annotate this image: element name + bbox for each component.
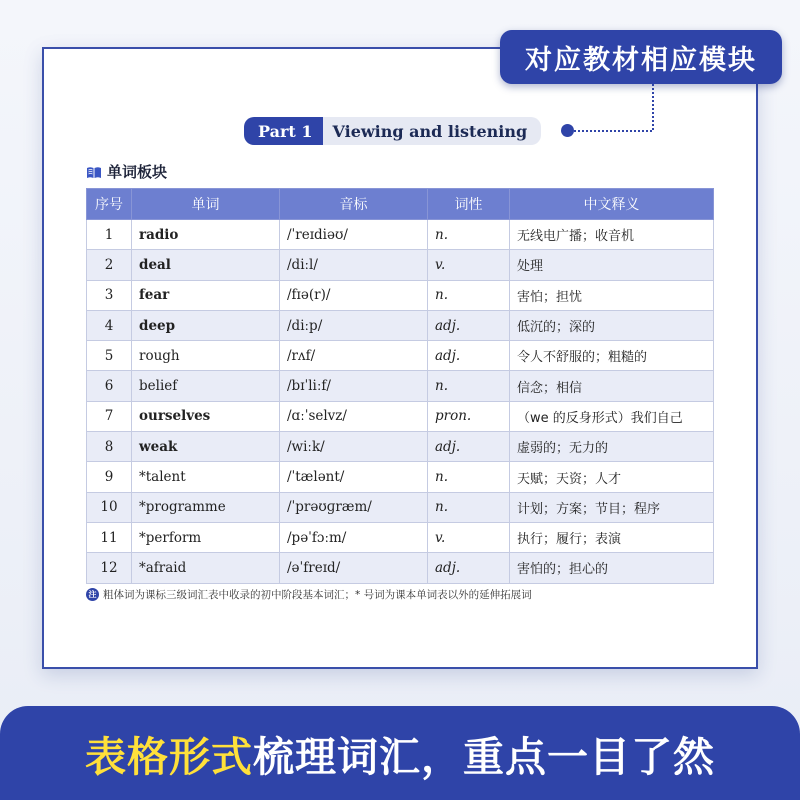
- table-row: [87, 553, 714, 583]
- header-index: 序号: [87, 189, 132, 220]
- table-row: [87, 341, 714, 371]
- row-index: 5: [87, 341, 132, 371]
- row-phonetic: /əˈfreɪd/: [280, 553, 428, 583]
- row-word: *perform: [132, 522, 280, 552]
- row-phonetic: /bɪˈliːf/: [280, 371, 428, 401]
- row-pos: adj.: [428, 432, 510, 462]
- table-row: [87, 432, 714, 462]
- row-index: 10: [87, 492, 132, 522]
- table-header-row: [87, 189, 714, 220]
- row-phonetic: /fɪə(r)/: [280, 280, 428, 310]
- row-pos: pron.: [428, 401, 510, 431]
- table-row: [87, 250, 714, 280]
- table-row: [87, 280, 714, 310]
- row-pos: n.: [428, 220, 510, 250]
- callout-connector-vertical: [652, 84, 654, 130]
- row-index: 9: [87, 462, 132, 492]
- section-heading-label: 单词板块: [107, 163, 168, 181]
- row-pos: adj.: [428, 310, 510, 340]
- header-phonetic: 音标: [280, 189, 428, 220]
- row-index: 12: [87, 553, 132, 583]
- vocabulary-table: [86, 188, 714, 584]
- row-word: *programme: [132, 492, 280, 522]
- row-index: 3: [87, 280, 132, 310]
- table-row: [87, 310, 714, 340]
- row-pos: adj.: [428, 341, 510, 371]
- row-index: 11: [87, 522, 132, 552]
- header-word: 单词: [132, 189, 280, 220]
- row-index: 8: [87, 432, 132, 462]
- row-word: *talent: [132, 462, 280, 492]
- row-index: 2: [87, 250, 132, 280]
- row-phonetic: /ˈreɪdiəʊ/: [280, 220, 428, 250]
- row-phonetic: /ɑːˈselvz/: [280, 401, 428, 431]
- row-meaning: 害怕；担忧: [510, 280, 714, 310]
- table-row: [87, 522, 714, 552]
- row-word: fear: [132, 280, 280, 310]
- row-word: ourselves: [132, 401, 280, 431]
- row-meaning: 处理: [510, 250, 714, 280]
- table-row: [87, 220, 714, 250]
- note-icon: 注: [86, 588, 99, 601]
- row-phonetic: /diːp/: [280, 310, 428, 340]
- row-word: deal: [132, 250, 280, 280]
- row-index: 4: [87, 310, 132, 340]
- row-meaning: （we 的反身形式）我们自己: [510, 401, 714, 431]
- row-phonetic: /pəˈfɔːm/: [280, 522, 428, 552]
- footnote: [86, 587, 532, 602]
- row-meaning: 信念；相信: [510, 371, 714, 401]
- row-pos: n.: [428, 371, 510, 401]
- part-number: Part 1: [244, 117, 323, 145]
- callout-label: 对应教材相应模块: [500, 30, 782, 84]
- row-phonetic: /ˈprəʊɡræm/: [280, 492, 428, 522]
- row-phonetic: /diːl/: [280, 250, 428, 280]
- row-word: belief: [132, 371, 280, 401]
- row-meaning: 令人不舒服的；粗糙的: [510, 341, 714, 371]
- row-word: deep: [132, 310, 280, 340]
- row-pos: v.: [428, 522, 510, 552]
- table-row: [87, 462, 714, 492]
- row-word: radio: [132, 220, 280, 250]
- row-word: weak: [132, 432, 280, 462]
- row-word: *afraid: [132, 553, 280, 583]
- row-meaning: 天赋；天资；人才: [510, 462, 714, 492]
- row-pos: n.: [428, 280, 510, 310]
- row-meaning: 计划；方案；节目；程序: [510, 492, 714, 522]
- row-meaning: 害怕的；担心的: [510, 553, 714, 583]
- header-meaning: 中文释义: [510, 189, 714, 220]
- footnote-text: 粗体词为课标三级词汇表中收录的初中阶段基本词汇；* 号词为课本单词表以外的延伸拓展词: [103, 589, 532, 601]
- row-pos: n.: [428, 462, 510, 492]
- table-row: [87, 371, 714, 401]
- row-pos: adj.: [428, 553, 510, 583]
- row-index: 7: [87, 401, 132, 431]
- callout-connector-horizontal: [574, 130, 652, 132]
- callout-connector-dot: [561, 124, 574, 137]
- row-meaning: 虚弱的；无力的: [510, 432, 714, 462]
- row-word: rough: [132, 341, 280, 371]
- row-index: 6: [87, 371, 132, 401]
- part-header: [244, 117, 541, 145]
- row-meaning: 执行；履行；表演: [510, 522, 714, 552]
- row-pos: v.: [428, 250, 510, 280]
- banner-text: 梳理词汇，重点一目了然: [253, 732, 715, 781]
- part-title: Viewing and listening: [323, 117, 542, 145]
- header-pos: 词性: [428, 189, 510, 220]
- section-heading: [86, 161, 167, 182]
- row-phonetic: /wiːk/: [280, 432, 428, 462]
- row-pos: n.: [428, 492, 510, 522]
- table-body: [87, 220, 714, 584]
- row-meaning: 无线电广播；收音机: [510, 220, 714, 250]
- table-row: [87, 492, 714, 522]
- row-phonetic: /rʌf/: [280, 341, 428, 371]
- book-icon: [86, 165, 102, 178]
- banner-highlight: 表格形式: [85, 732, 253, 781]
- row-index: 1: [87, 220, 132, 250]
- bottom-banner: [0, 706, 800, 800]
- row-phonetic: /ˈtælənt/: [280, 462, 428, 492]
- table-row: [87, 401, 714, 431]
- row-meaning: 低沉的；深的: [510, 310, 714, 340]
